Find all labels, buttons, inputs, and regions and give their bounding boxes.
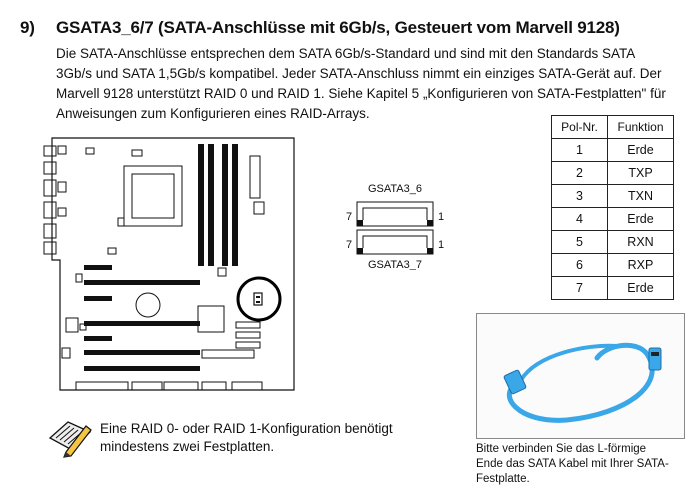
section-title: GSATA3_6/7 (SATA-Anschlüsse mit 6Gb/s, Gesteuert vom Marvell 9128) <box>56 18 620 37</box>
table-row <box>552 254 674 277</box>
caption-line: Ende das SATA Kabel mit Ihrer SATA- <box>476 458 669 470</box>
pin7-label: 7 <box>345 239 353 251</box>
pin-number: 6 <box>552 254 608 277</box>
table-row <box>552 185 674 208</box>
intro-paragraph <box>56 44 676 124</box>
pin-number: 4 <box>552 208 608 231</box>
caption-line: Festplatte. <box>476 473 530 485</box>
connector-bottom-label: GSATA3_7 <box>367 259 423 270</box>
pin-function: Erde <box>608 139 674 162</box>
note-text <box>100 420 430 456</box>
table-row <box>552 139 674 162</box>
table-row <box>552 208 674 231</box>
connector-top-label: GSATA3_6 <box>367 183 423 195</box>
pin-table <box>551 115 674 300</box>
note-line: mindestens zwei Festplatten. <box>100 439 275 454</box>
table-row <box>552 231 674 254</box>
pin-number: 3 <box>552 185 608 208</box>
sata-cable-photo <box>476 313 685 439</box>
table-row <box>552 162 674 185</box>
pin-number: 7 <box>552 277 608 300</box>
caption-line: Bitte verbinden Sie das L-förmige <box>476 443 647 455</box>
pin-function: Erde <box>608 208 674 231</box>
section-number: 9) <box>20 18 35 37</box>
pin-function: RXP <box>608 254 674 277</box>
section-heading <box>20 18 620 38</box>
pin-function: RXN <box>608 231 674 254</box>
pin-function: TXP <box>608 162 674 185</box>
intro-line: Anweisungen zum Konfigurieren eines RAID-Arrays. <box>56 106 370 121</box>
table-row <box>552 277 674 300</box>
intro-line: 3Gb/s und SATA 1,5Gb/s kompatibel. Jeder SATA-Anschluss nimmt ein einziges SATA-Gerät auf. Der <box>56 66 662 81</box>
column-header: Funktion <box>608 116 674 139</box>
intro-line: Marvell 9128 unterstützt RAID 0 und RAID 1. Siehe Kapitel 5 „Konfigurieren von SATA-Festplatten" für <box>56 86 666 101</box>
motherboard-diagram <box>32 128 304 398</box>
cable-caption <box>476 442 686 487</box>
pin7-label: 7 <box>345 211 353 223</box>
pin-number: 1 <box>552 139 608 162</box>
pin-number: 5 <box>552 231 608 254</box>
pin1-label: 1 <box>437 239 445 251</box>
intro-line: Die SATA-Anschlüsse entsprechen dem SATA 6Gb/s-Standard und sind mit den Standards SATA <box>56 46 636 61</box>
note-pencil-icon <box>46 416 94 458</box>
column-header: Pol-Nr. <box>552 116 608 139</box>
sata-cable-icon <box>477 314 684 438</box>
pin-number: 2 <box>552 162 608 185</box>
pin1-label: 1 <box>437 211 445 223</box>
gsata-connector-diagram <box>335 180 455 270</box>
table-header-row <box>552 116 674 139</box>
note-line: Eine RAID 0- oder RAID 1-Konfiguration benötigt <box>100 421 393 436</box>
pin-function: TXN <box>608 185 674 208</box>
pin-function: Erde <box>608 277 674 300</box>
